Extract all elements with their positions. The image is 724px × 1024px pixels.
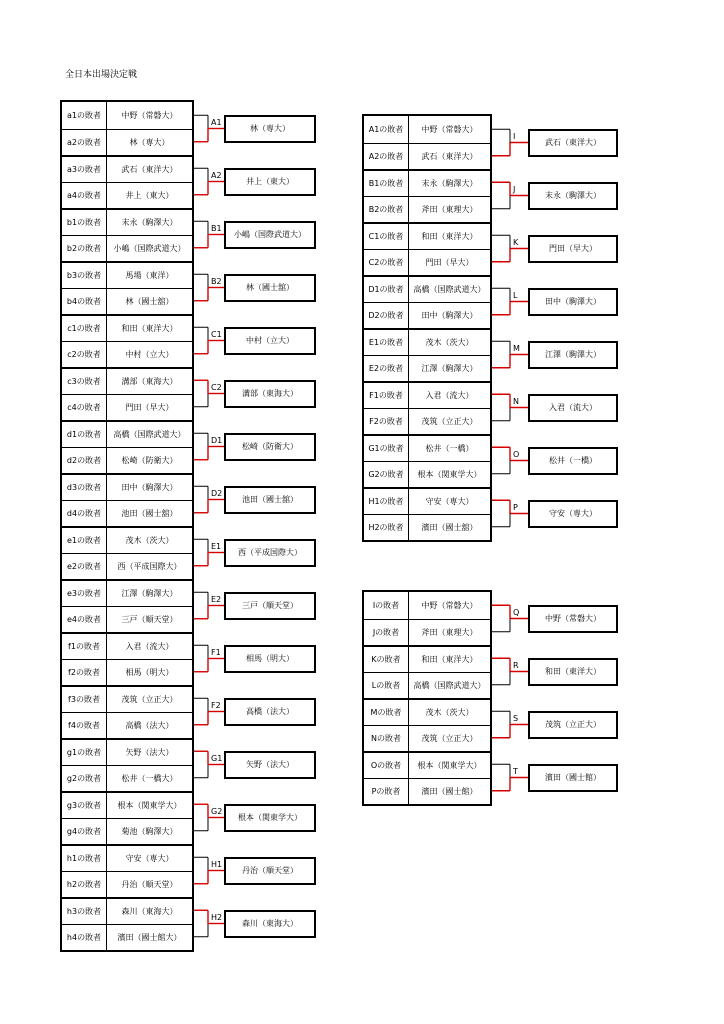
slot-label: f1の敗者 xyxy=(62,634,107,659)
winner-box: 高橋（法大） xyxy=(224,698,316,726)
slot-label: b2の敗者 xyxy=(62,236,107,262)
competitor-name: 高橋（国際武道大） xyxy=(413,284,486,294)
table-row xyxy=(364,381,490,408)
competitor-name: 馬場（東洋） xyxy=(125,270,174,280)
competitor-name: 三戸（順天堂） xyxy=(121,614,178,624)
match-label: P xyxy=(513,502,518,512)
winner-box: 中野（常磐大） xyxy=(528,605,618,633)
slot-label: C1の敗者 xyxy=(364,224,409,249)
table-row xyxy=(62,579,192,606)
table-row xyxy=(62,367,192,394)
winner-box: 末永（駒澤大） xyxy=(528,182,618,210)
right-bottom-table xyxy=(362,590,492,806)
competitor-name: 中野（常磐大） xyxy=(421,124,478,134)
slot-label: d4の敗者 xyxy=(62,501,107,527)
table-row xyxy=(62,208,192,235)
table-row xyxy=(364,645,490,672)
table-row xyxy=(62,871,192,898)
table-row xyxy=(62,844,192,871)
match-label: I xyxy=(513,131,516,141)
winner-box: 溝部（東海大） xyxy=(224,380,316,408)
winner-box: 林（専大） xyxy=(224,115,316,143)
competitor-name: 小嶋（国際武道大） xyxy=(113,243,186,253)
slot-label: E2の敗者 xyxy=(364,356,409,382)
slot-label: A1の敗者 xyxy=(364,116,409,143)
slot-label: Lの敗者 xyxy=(364,673,409,699)
table-row xyxy=(364,249,490,276)
table-row xyxy=(364,116,490,143)
winner-box: 門田（早大） xyxy=(528,235,618,263)
competitor-name: 門田（早大） xyxy=(125,402,174,412)
competitor-name: 和田（東洋大） xyxy=(121,323,178,333)
slot-label: B1の敗者 xyxy=(364,171,409,196)
winner-box: 池田（國士舘） xyxy=(224,486,316,514)
table-row xyxy=(62,473,192,500)
match-label: N xyxy=(513,396,519,406)
match-label: T xyxy=(513,766,518,776)
table-row xyxy=(62,341,192,368)
match-label: C2 xyxy=(211,382,222,392)
table-row xyxy=(62,632,192,659)
slot-label: H2の敗者 xyxy=(364,515,409,541)
table-row xyxy=(62,447,192,474)
competitor-name: 武石（東洋大） xyxy=(121,164,178,174)
match-label: H1 xyxy=(211,859,223,869)
table-row xyxy=(62,606,192,633)
right-top-table xyxy=(362,114,492,542)
match-label: G1 xyxy=(211,753,223,763)
competitor-name: 根本（関東学大） xyxy=(117,800,182,810)
competitor-name: 高橋（法大） xyxy=(125,720,174,730)
slot-label: H1の敗者 xyxy=(364,489,409,514)
table-row xyxy=(62,765,192,792)
table-row xyxy=(62,182,192,209)
table-row xyxy=(364,275,490,302)
competitor-name: 入君（流大） xyxy=(425,390,474,400)
table-row xyxy=(62,553,192,580)
match-label: D2 xyxy=(211,488,223,498)
match-label: B1 xyxy=(211,223,222,233)
winner-box: 中村（立大） xyxy=(224,327,316,355)
competitor-name: 茂木（茨大） xyxy=(425,707,474,717)
winner-box: 濱田（國士館） xyxy=(528,764,618,792)
table-row xyxy=(364,222,490,249)
table-row xyxy=(62,420,192,447)
slot-label: e3の敗者 xyxy=(62,581,107,606)
competitor-name: 森川（東海大） xyxy=(121,906,178,916)
competitor-name: 林（専大） xyxy=(129,137,170,147)
slot-label: Pの敗者 xyxy=(364,779,409,805)
slot-label: g3の敗者 xyxy=(62,793,107,818)
slot-label: c3の敗者 xyxy=(62,369,107,394)
slot-label: h2の敗者 xyxy=(62,872,107,898)
match-label: B2 xyxy=(211,276,222,286)
competitor-name: 矢野（法大） xyxy=(125,747,174,757)
competitor-name: 松崎（防衛大） xyxy=(121,455,178,465)
competitor-name: 高橋（国際武道大） xyxy=(113,429,186,439)
table-row xyxy=(364,355,490,382)
table-row xyxy=(62,791,192,818)
slot-label: c4の敗者 xyxy=(62,395,107,421)
table-row xyxy=(364,169,490,196)
slot-label: Jの敗者 xyxy=(364,620,409,646)
table-row xyxy=(62,235,192,262)
slot-label: D2の敗者 xyxy=(364,303,409,329)
table-row xyxy=(62,818,192,845)
left-table xyxy=(60,100,194,952)
competitor-name: 中野（常磐大） xyxy=(121,110,178,120)
table-row xyxy=(364,196,490,223)
table-row xyxy=(364,143,490,170)
slot-label: b3の敗者 xyxy=(62,263,107,288)
table-row xyxy=(62,129,192,156)
winner-box: 小嶋（国際武道大） xyxy=(224,221,316,249)
table-row xyxy=(62,288,192,315)
slot-label: E1の敗者 xyxy=(364,330,409,355)
slot-label: F2の敗者 xyxy=(364,409,409,435)
competitor-name: 江澤（駒澤大） xyxy=(421,363,478,373)
competitor-name: 溝部（東海大） xyxy=(121,376,178,386)
match-label: A2 xyxy=(211,170,222,180)
winner-box: 松井（一橋） xyxy=(528,447,618,475)
slot-label: f4の敗者 xyxy=(62,713,107,739)
table-row xyxy=(364,408,490,435)
competitor-name: 斧田（東理大） xyxy=(421,204,478,214)
slot-label: c1の敗者 xyxy=(62,316,107,341)
match-label: A1 xyxy=(211,117,222,127)
competitor-name: 西（平成国際大） xyxy=(117,561,182,571)
page-title: 全日本出場決定戦 xyxy=(65,70,138,80)
slot-label: a1の敗者 xyxy=(62,102,107,129)
match-label: K xyxy=(513,237,519,247)
table-row xyxy=(364,778,490,805)
slot-label: e1の敗者 xyxy=(62,528,107,553)
competitor-name: 門田（早大） xyxy=(425,257,474,267)
slot-label: C2の敗者 xyxy=(364,250,409,276)
slot-label: h4の敗者 xyxy=(62,925,107,951)
competitor-name: 林（國士舘） xyxy=(125,296,174,306)
winner-box: 武石（東洋大） xyxy=(528,129,618,157)
table-row xyxy=(62,394,192,421)
slot-label: a2の敗者 xyxy=(62,130,107,156)
competitor-name: 根本（関東学大） xyxy=(417,760,482,770)
slot-label: Kの敗者 xyxy=(364,647,409,672)
competitor-name: 武石（東洋大） xyxy=(421,151,478,161)
table-row xyxy=(62,685,192,712)
table-row xyxy=(364,514,490,541)
winner-box: 守安（専大） xyxy=(528,500,618,528)
match-label: D1 xyxy=(211,435,223,445)
winner-box: 和田（東洋大） xyxy=(528,658,618,686)
table-row xyxy=(364,725,490,752)
slot-label: g2の敗者 xyxy=(62,766,107,792)
slot-label: b4の敗者 xyxy=(62,289,107,315)
match-label: L xyxy=(513,290,518,300)
competitor-name: 松井（一橋大） xyxy=(121,773,178,783)
table-row xyxy=(364,461,490,488)
competitor-name: 濱田（國士舘） xyxy=(421,522,478,532)
table-row xyxy=(62,738,192,765)
table-row xyxy=(364,434,490,461)
match-label: Q xyxy=(513,607,520,617)
slot-label: d3の敗者 xyxy=(62,475,107,500)
winner-box: 林（國士舘） xyxy=(224,274,316,302)
slot-label: f2の敗者 xyxy=(62,660,107,686)
competitor-name: 池田（國士舘） xyxy=(121,508,178,518)
competitor-name: 末永（駒澤大） xyxy=(121,217,178,227)
winner-box: 丹治（順天堂） xyxy=(224,857,316,885)
slot-label: Oの敗者 xyxy=(364,753,409,778)
winner-box: 根本（関東学大） xyxy=(224,804,316,832)
slot-label: e2の敗者 xyxy=(62,554,107,580)
competitor-name: 田中（駒澤大） xyxy=(421,310,478,320)
winner-box: 田中（駒澤大） xyxy=(528,288,618,316)
slot-label: a3の敗者 xyxy=(62,157,107,182)
competitor-name: 茂筑（立正大） xyxy=(421,733,478,743)
competitor-name: 茂木（茨大） xyxy=(125,535,174,545)
competitor-name: 高橋（国際武道大） xyxy=(413,680,486,690)
table-row xyxy=(62,897,192,924)
table-row xyxy=(62,155,192,182)
competitor-name: 入君（流大） xyxy=(125,641,174,651)
table-row xyxy=(62,526,192,553)
table-row xyxy=(62,102,192,129)
match-label: G2 xyxy=(211,806,223,816)
competitor-name: 濱田（國士館） xyxy=(421,786,478,796)
table-row xyxy=(62,500,192,527)
competitor-name: 和田（東洋大） xyxy=(421,654,478,664)
slot-label: e4の敗者 xyxy=(62,607,107,633)
table-row xyxy=(62,712,192,739)
match-label: O xyxy=(513,449,520,459)
competitor-name: 根本（関東学大） xyxy=(417,469,482,479)
competitor-name: 守安（専大） xyxy=(425,496,474,506)
winner-box: 入君（流大） xyxy=(528,394,618,422)
winner-box: 井上（東大） xyxy=(224,168,316,196)
table-row xyxy=(364,751,490,778)
competitor-name: 菊池（駒澤大） xyxy=(121,826,178,836)
slot-label: b1の敗者 xyxy=(62,210,107,235)
slot-label: a4の敗者 xyxy=(62,183,107,209)
match-label: M xyxy=(513,343,520,353)
match-label: F2 xyxy=(211,700,221,710)
competitor-name: 斧田（東理大） xyxy=(421,627,478,637)
slot-label: A2の敗者 xyxy=(364,144,409,170)
competitor-name: 相馬（明大） xyxy=(125,667,174,677)
slot-label: h3の敗者 xyxy=(62,899,107,924)
competitor-name: 松井（一橋） xyxy=(425,443,474,453)
match-label: E2 xyxy=(211,594,222,604)
slot-label: f3の敗者 xyxy=(62,687,107,712)
match-label: J xyxy=(513,184,516,194)
slot-label: F1の敗者 xyxy=(364,383,409,408)
winner-box: 西（平成国際大） xyxy=(224,539,316,567)
match-label: F1 xyxy=(211,647,221,657)
winner-box: 茂筑（立正大） xyxy=(528,711,618,739)
table-row xyxy=(364,302,490,329)
match-label: C1 xyxy=(211,329,222,339)
competitor-name: 丹治（順天堂） xyxy=(121,879,178,889)
slot-label: d1の敗者 xyxy=(62,422,107,447)
slot-label: g1の敗者 xyxy=(62,740,107,765)
competitor-name: 中村（立大） xyxy=(125,349,174,359)
competitor-name: 茂筑（立正大） xyxy=(421,416,478,426)
slot-label: G2の敗者 xyxy=(364,462,409,488)
slot-label: Nの敗者 xyxy=(364,726,409,752)
table-row xyxy=(364,619,490,646)
match-label: R xyxy=(513,660,519,670)
competitor-name: 江澤（駒澤大） xyxy=(121,588,178,598)
table-row xyxy=(364,698,490,725)
table-row xyxy=(364,328,490,355)
table-row xyxy=(364,487,490,514)
table-row xyxy=(62,261,192,288)
table-row xyxy=(364,592,490,619)
table-row xyxy=(62,659,192,686)
slot-label: Mの敗者 xyxy=(364,700,409,725)
winner-box: 江澤（駒澤大） xyxy=(528,341,618,369)
slot-label: d2の敗者 xyxy=(62,448,107,474)
match-label: S xyxy=(513,713,519,723)
competitor-name: 末永（駒澤大） xyxy=(421,178,478,188)
competitor-name: 茂木（茨大） xyxy=(425,337,474,347)
table-row xyxy=(364,672,490,699)
table-row xyxy=(62,924,192,951)
slot-label: B2の敗者 xyxy=(364,197,409,223)
slot-label: c2の敗者 xyxy=(62,342,107,368)
match-label: H2 xyxy=(211,912,223,922)
competitor-name: 田中（駒澤大） xyxy=(121,482,178,492)
table-row xyxy=(62,314,192,341)
match-label: E1 xyxy=(211,541,222,551)
winner-box: 相馬（明大） xyxy=(224,645,316,673)
competitor-name: 守安（専大） xyxy=(125,853,174,863)
winner-box: 三戸（順天堂） xyxy=(224,592,316,620)
slot-label: Iの敗者 xyxy=(364,592,409,619)
slot-label: g4の敗者 xyxy=(62,819,107,845)
winner-box: 矢野（法大） xyxy=(224,751,316,779)
slot-label: h1の敗者 xyxy=(62,846,107,871)
winner-box: 松崎（防衛大） xyxy=(224,433,316,461)
winner-box: 森川（東海大） xyxy=(224,910,316,938)
competitor-name: 中野（常磐大） xyxy=(421,600,478,610)
competitor-name: 井上（東大） xyxy=(125,190,174,200)
competitor-name: 濱田（國士館大） xyxy=(117,932,182,942)
slot-label: G1の敗者 xyxy=(364,436,409,461)
slot-label: D1の敗者 xyxy=(364,277,409,302)
competitor-name: 和田（東洋大） xyxy=(421,231,478,241)
competitor-name: 茂筑（立正大） xyxy=(121,694,178,704)
